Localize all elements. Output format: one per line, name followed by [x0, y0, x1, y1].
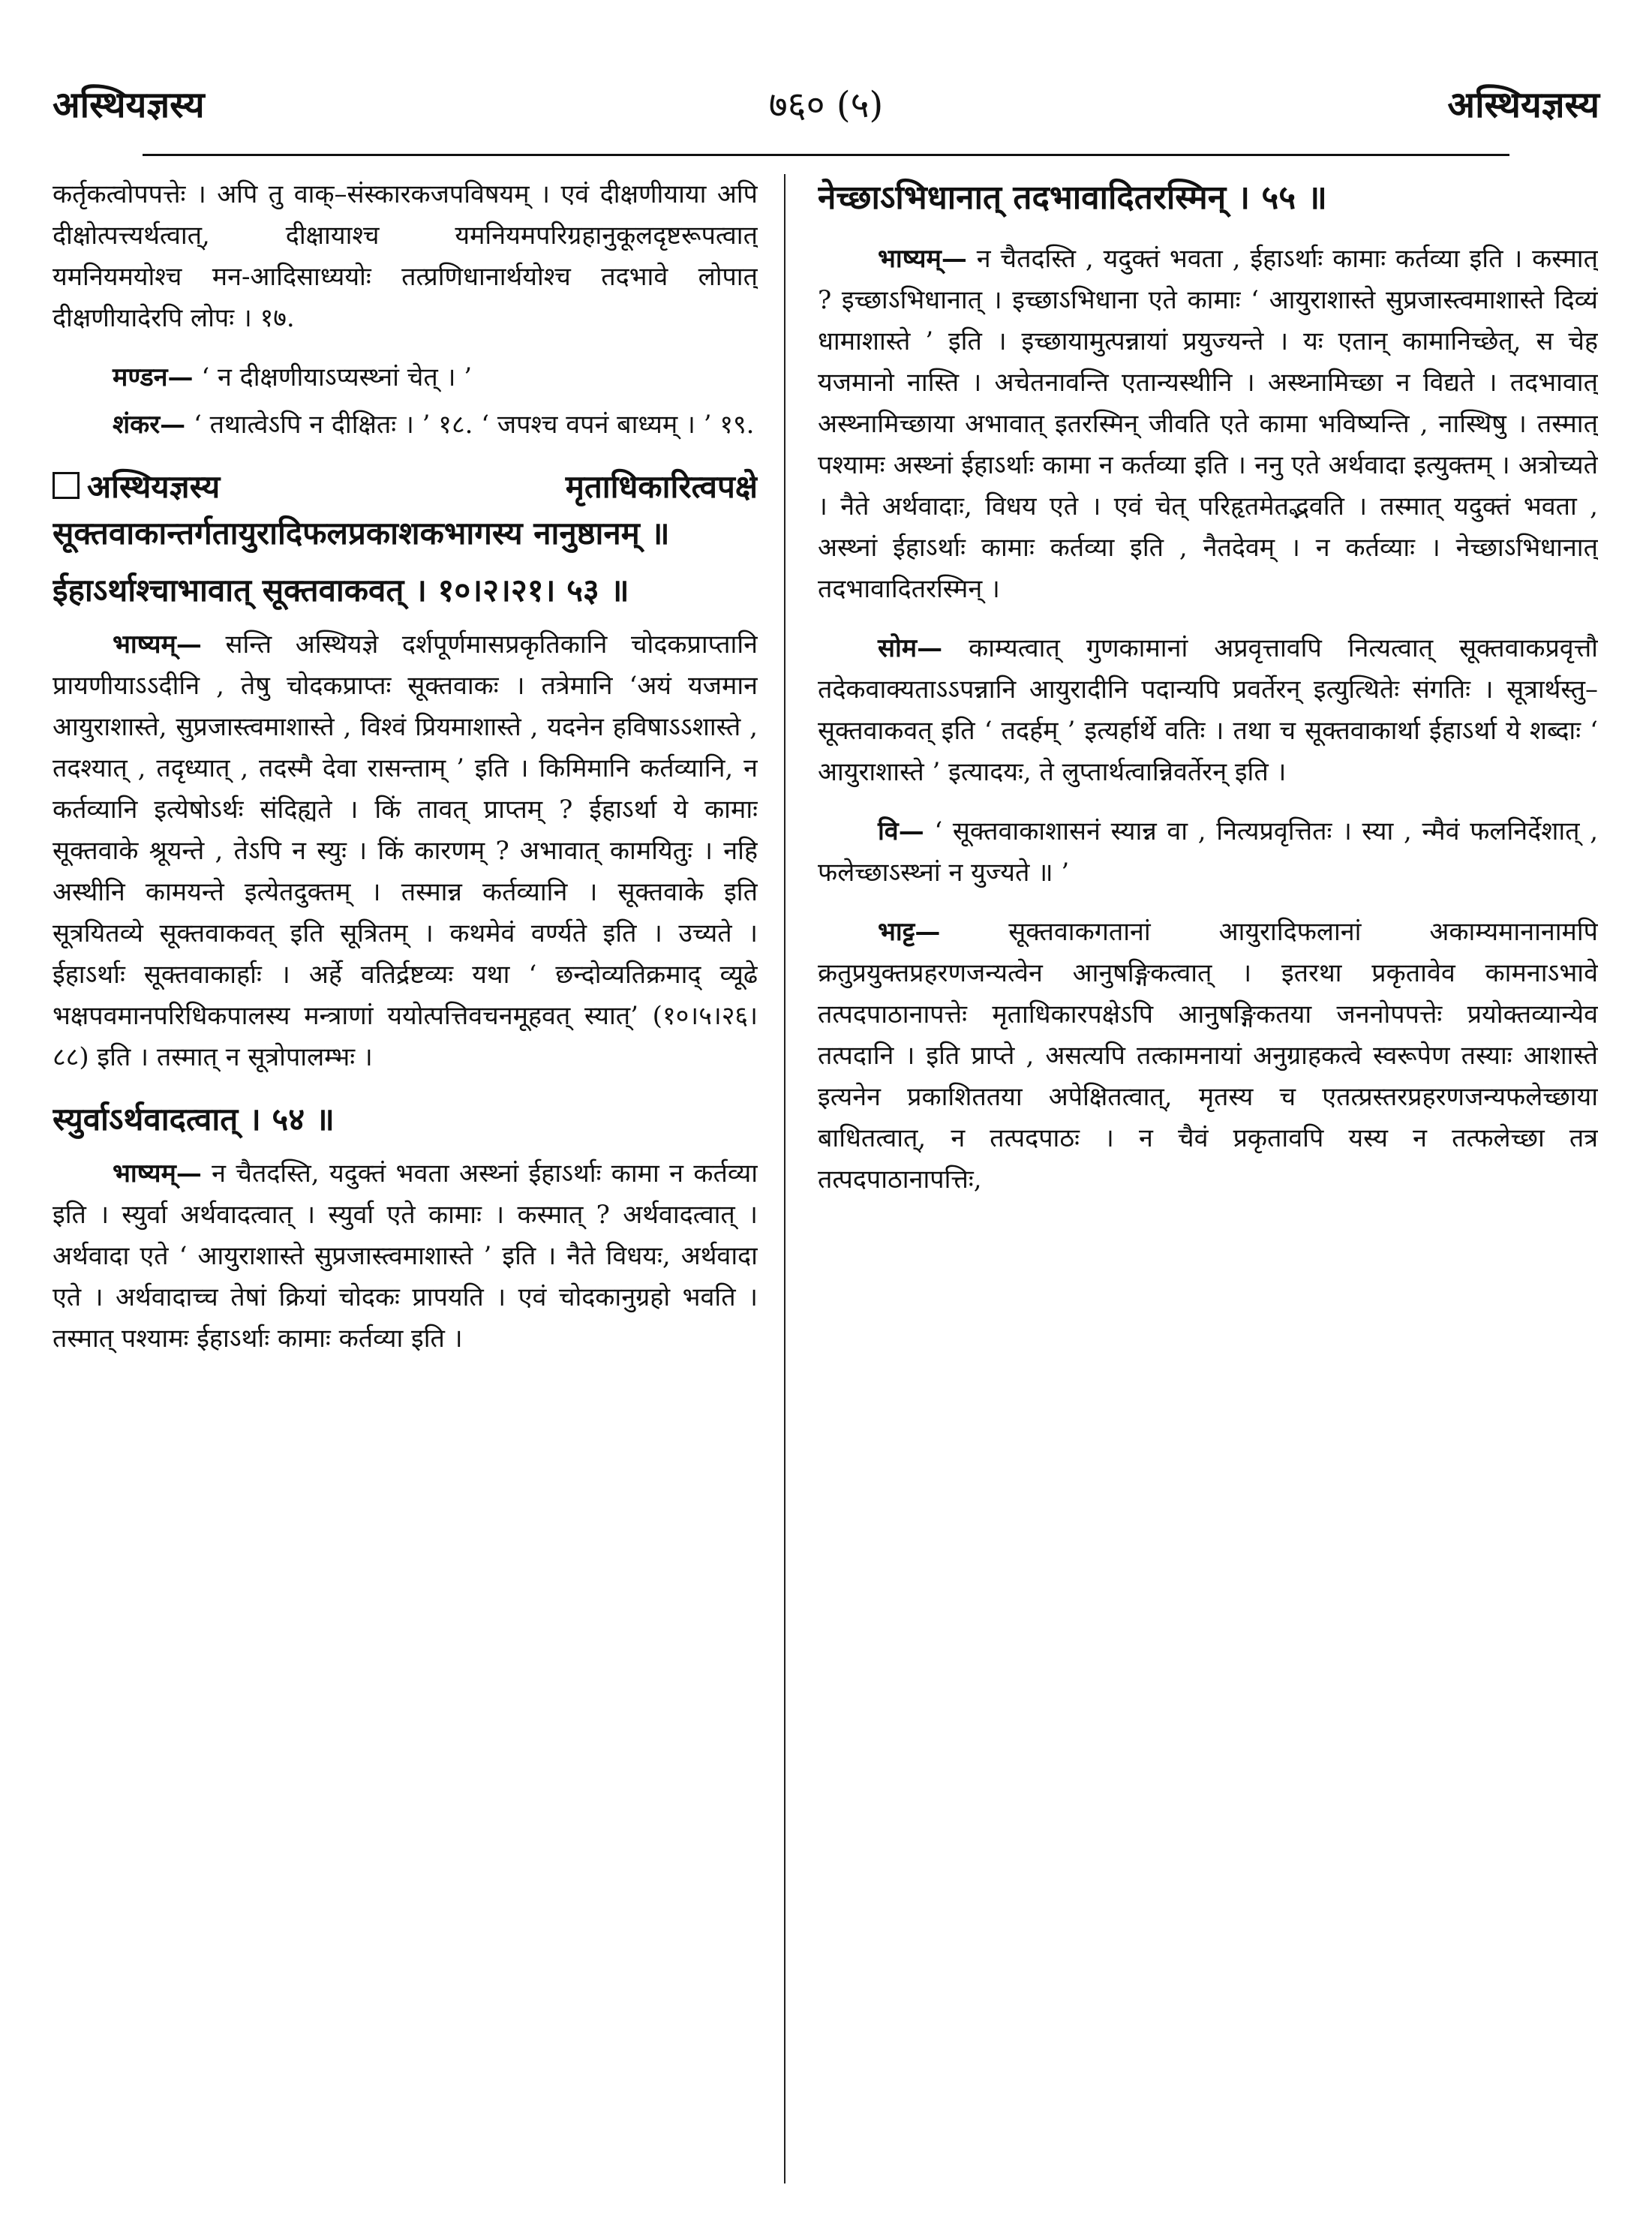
- commentary-text: सूक्तवाकगतानां आयुरादिफलानां अकाम्यमानानामपि क्रतुप्रयुक्तप्रहरणजन्यत्वेन आनुषङ्गिकत्वात् । इतरथा प्रकृतावेव कामनाऽभावे तत्पदपाठानापत्तेः मृताधिकारपक्षेऽपि आनुषङ्गिकतया जननोपपत्तेः प्रयोक्तव्यान्येव तत्पदानि । इति प्राप्ते , असत्यपि तत्कामनायां अनुग्राहकत्वे स्वरूपेण तस्याः आशास्ते इत्यनेन प्रकाशिततया अपेक्षितत्वात्, मृतस्य च एतत्प्रस्तरप्रहरणजन्यफलेच्छाया बाधितत्वात्, न तत्पदपाठः । न चैवं प्रकृतावपि यस्य न तत्फलेच्छा तत्र तत्पदपाठानापत्तिः,: [818, 917, 1598, 1195]
- bhashya-54: [53, 1153, 758, 1360]
- bhashya-text: न चैतदस्ति, यदुक्तं भवता अस्थ्नां ईहाऽर्थाः कामा न कर्तव्या इति । स्युर्वा अर्थवादत्वात् । स्युर्वा एते कामाः । कस्मात् ? अर्थवादत्वात् । अर्थवादा एते ‘ आयुराशास्ते सुप्रजास्त्वमाशास्ते ’ इति । नैते विधयः, अर्थवादा एते । अर्थवादाच्च तेषां क्रियां चोदकः प्रापयति । एवं चोदकानुग्रहो भवति । तस्मात् पश्यामः ईहाऽर्थाः कामाः कर्तव्या इति ।: [53, 1159, 758, 1354]
- running-head-right: अस्थियज्ञस्य: [1447, 84, 1599, 126]
- bhashya-label: भाष्यम्—: [113, 630, 202, 660]
- section-heading: अस्थियज्ञस्य मृताधिकारित्वपक्षे सूक्तवाकान्तर्गतायुरादिफलप्रकाशकभागस्य नानुष्ठानम् ॥: [53, 468, 758, 551]
- quote-text: ‘ तथात्वेऽपि न दीक्षितः । ’ १८. ‘ जपश्च वपनं बाध्यम् । ’ १९.: [193, 410, 755, 440]
- vi-verse: [818, 811, 1598, 894]
- soma-commentary: [818, 628, 1598, 793]
- bhatta-commentary: [818, 912, 1598, 1201]
- bhashya-text: सन्ति अस्थियज्ञे दर्शपूर्णमासप्रकृतिकानि चोदकप्राप्तानि प्रायणीयाऽऽदीनि , तेषु चोदकप्राप्तः सूक्तवाकः । तत्रेमानि ‘अयं यजमान आयुराशास्ते, सुप्रजास्त्वमाशास्ते , विश्वं प्रियमाशास्ते , यदनेन हविषाऽऽशास्ते , तदश्यात् , तदृध्यात् , तदस्मै देवा रासन्ताम् ’ इति । किमिमानि कर्तव्यानि, न कर्तव्यानि इत्येषोऽर्थः संदिह्यते । किं तावत् प्राप्तम् ? ईहाऽर्था ये कामाः सूक्तवाके श्रूयन्ते , तेऽपि न स्युः । किं कारणम् ? अभावात् कामयितुः । नहि अस्थीनि कामयन्ते इत्येतदुक्तम् । तस्मान्न कर्तव्यानि । सूक्तवाके इति सूत्रयितव्ये सूक्तवाकवत् इति सूत्रितम् । कथमेवं वर्ण्यते इति । उच्यते । ईहाऽर्थाः सूक्तवाकार्हाः । अर्हे वतिर्द्रष्टव्यः यथा ‘ छन्दोव्यतिक्रमाद् व्यूढे भक्षपवमानपरिधिकपालस्य मन्त्राणां ययोत्पत्तिवचनमूहवत् स्यात्’ (१०।५।२६।८८) इति । तस्मात् न सूत्रोपालम्भः ।: [53, 630, 758, 1072]
- commentator-label: भाट्ट—: [878, 917, 941, 947]
- column-divider: [784, 174, 785, 2183]
- sutra-53: ईहाऽर्थाश्चाभावात् सूक्तवाकवत् । १०।२।२१। ५३ ॥: [53, 572, 629, 609]
- bhashya-label: भाष्यम्—: [113, 1159, 202, 1189]
- commentary-text: काम्यत्वात् गुणकामानां अप्रवृत्तावपि नित्यत्वात् सूक्तवाकप्रवृत्तौ तदेकवाक्यताऽऽपन्नानि आयुरादीनि पदान्यपि प्रवर्तेरन् इत्युत्थितेः संगतिः । सूत्रार्थस्तु– सूक्तवाकवत् इति ‘ तदर्हम् ’ इत्यर्हार्थे वतिः । तथा च सूक्तवाकार्था ईहाऽर्था ये शब्दाः ‘ आयुराशास्ते ’ इत्यादयः, ते लुप्तार्थत्वान्निवर्तेरन् इति ।: [818, 633, 1598, 787]
- bhashya-text: न चैतदस्ति , यदुक्तं भवता , ईहाऽर्थाः कामाः कर्तव्या इति । कस्मात् ? इच्छाऽभिधानात् । इच्छाऽभिधाना एते कामाः ‘ आयुराशास्ते सुप्रजास्त्वमाशास्ते दिव्यं धामाशास्ते ’ इति । इच्छायामुत्पन्नायां प्रयुज्यन्ते । यः एतान् कामानिच्छेत्, स चेह यजमानो नास्ति । अचेतनावन्ति एतान्यस्थीनि । अस्थ्नामिच्छा न विद्यते । तदभावात् अस्थ्नामिच्छाया अभावात् इतरस्मिन् जीवति एते कामा भविष्यन्ति , नास्थिषु । तस्मात् पश्यामः अस्थ्नां ईहाऽर्थाः कामा न कर्तव्या इति । ननु एते अर्थवादा इत्युक्तम् । अत्रोच्यते । नैते अर्थवादाः, विधय एते । एवं चेत् परिहृतमेतद्भवति । तस्मात् यदुक्तं भवता , अस्थ्नां ईहाऽर्थाः कामाः कर्तव्या इति , नैतदेवम् । न कर्तव्याः । नेच्छाऽभिधानात् तदभावादितरस्मिन् ।: [818, 244, 1598, 604]
- running-head-left: अस्थियज्ञस्य: [53, 84, 205, 126]
- sutra-55: नेच्छाऽभिधानात् तदभावादितरस्मिन् । ५५ ॥: [818, 179, 1327, 217]
- paragraph-continued: कर्तृकत्वोपपत्तेः । अपि तु वाक्–संस्कारकजपविषयम् । एवं दीक्षणीयाया अपि दीक्षोत्पत्त्यर्थत्वात्, दीक्षायाश्च यमनियमपरिग्रहानुकूलदृष्टरूपत्वात् यमनियमयोश्च मन-आदिसाध्ययोः तत्प्रणिधानार्थयोश्च तदभावे लोपात् दीक्षणीयादेरपि लोपः । १७.: [53, 179, 758, 333]
- page-number: ७६० (५): [768, 84, 884, 126]
- page-header: [53, 72, 1599, 140]
- left-column: [53, 174, 758, 2213]
- header-rule: [143, 154, 1509, 156]
- commentator-label: सोम—: [878, 633, 943, 663]
- commentator-label: वि—: [878, 816, 924, 846]
- commentator-label: मण्डन—: [113, 362, 194, 392]
- shankara-quote: [53, 404, 758, 446]
- right-column: [818, 174, 1598, 2213]
- verse-text: ‘ सूक्तवाकाशासनं स्यान्न वा , नित्यप्रवृत्तितः । स्या , न्मैवं फलनिर्देशात् , फलेच्छाऽस्थ्नां न युज्यते ॥ ’: [818, 816, 1598, 888]
- section-mark-icon: [53, 472, 80, 499]
- mandana-quote: [53, 357, 758, 398]
- bhashya-53: [53, 624, 758, 1078]
- bhashya-55: [818, 239, 1598, 610]
- bhashya-label: भाष्यम्—: [878, 244, 967, 274]
- sutra-54: स्युर्वाऽर्थवादत्वात् । ५४ ॥: [53, 1101, 335, 1138]
- commentator-label: शंकर—: [113, 410, 186, 440]
- quote-text: ‘ न दीक्षणीयाऽप्यस्थ्नां चेत् । ’: [201, 362, 473, 392]
